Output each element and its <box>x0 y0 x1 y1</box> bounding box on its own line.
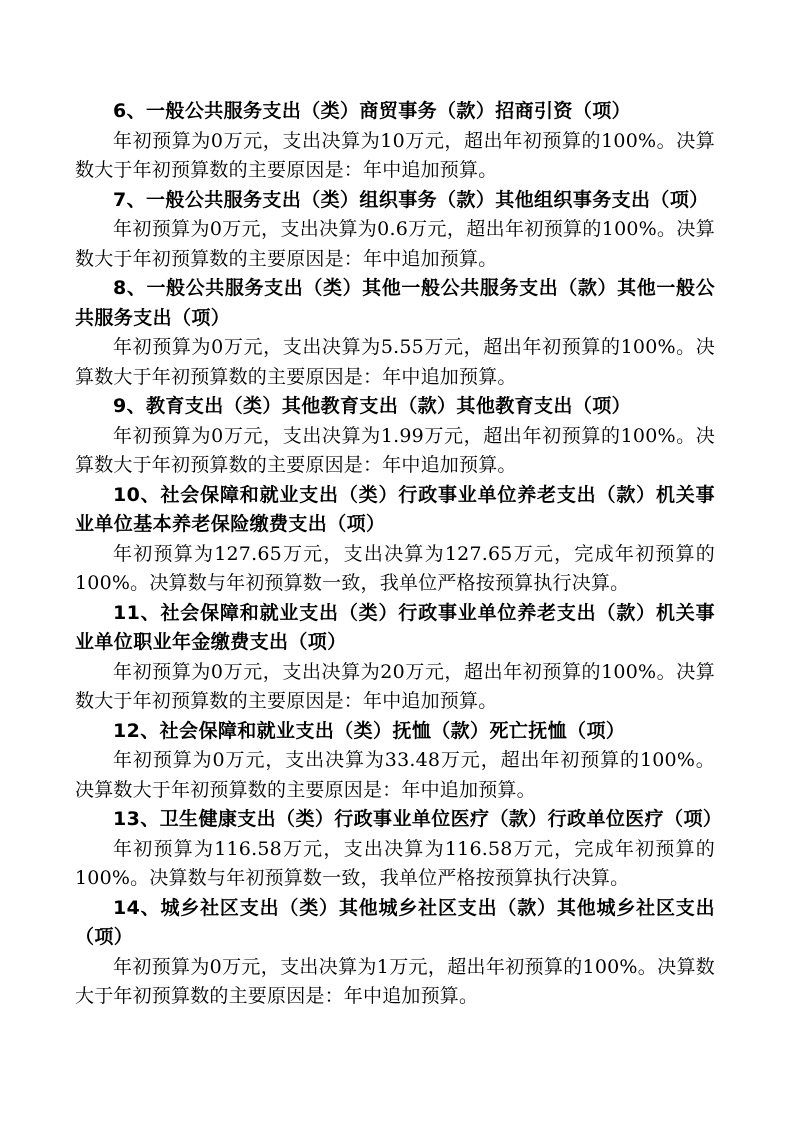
item-body: 年初预算为0万元，支出决算为1.99万元，超出年初预算的100%。决算数大于年初预算数的主要原因是：年中追加预算。 <box>75 424 715 476</box>
item-heading: 12、社会保障和就业支出（类）抚恤（款）死亡抚恤（项） <box>113 719 626 742</box>
budget-item-10 <box>75 481 715 599</box>
item-heading: 10、社会保障和就业支出（类）行政事业单位养老支出（款）机关事业单位基本养老保险缴费支出（项） <box>75 483 715 535</box>
budget-item-6 <box>75 97 715 186</box>
item-body: 年初预算为0万元，支出决算为10万元，超出年初预算的100%。决算数大于年初预算数的主要原因是：年中追加预算。 <box>75 129 715 181</box>
item-body: 年初预算为0万元，支出决算为1万元，超出年初预算的100%。决算数大于年初预算数的主要原因是：年中追加预算。 <box>75 955 715 1007</box>
item-heading: 9、教育支出（类）其他教育支出（款）其他教育支出（项） <box>113 395 632 417</box>
document-page <box>75 97 723 1012</box>
item-body: 年初预算为0万元，支出决算为0.6万元，超出年初预算的100%。决算数大于年初预算数的主要原因是：年中追加预算。 <box>75 218 715 270</box>
budget-item-9 <box>75 392 715 481</box>
item-heading: 8、一般公共服务支出（类）其他一般公共服务支出（款）其他一般公共服务支出（项） <box>75 277 715 329</box>
item-body: 年初预算为0万元，支出决算为20万元，超出年初预算的100%。决算数大于年初预算数的主要原因是：年中追加预算。 <box>75 660 715 712</box>
item-heading: 13、卫生健康支出（类）行政事业单位医疗（款）行政单位医疗（项） <box>113 808 723 830</box>
budget-item-11 <box>75 599 715 717</box>
budget-item-8 <box>75 274 715 392</box>
item-body: 年初预算为0万元，支出决算为5.55万元，超出年初预算的100%。决算数大于年初预算数的主要原因是：年中追加预算。 <box>75 336 715 388</box>
item-heading: 11、社会保障和就业支出（类）行政事业单位养老支出（款）机关事业单位职业年金缴费支出（项） <box>75 601 715 653</box>
item-body: 年初预算为0万元，支出决算为33.48万元，超出年初预算的100%。决算数大于年初预算数的主要原因是：年中追加预算。 <box>75 749 715 801</box>
budget-item-13 <box>75 805 723 894</box>
budget-item-12 <box>75 717 715 806</box>
item-heading: 7、一般公共服务支出（类）组织事务（款）其他组织事务支出（项） <box>113 188 709 211</box>
budget-item-7 <box>75 186 715 275</box>
item-body: 年初预算为116.58万元，支出决算为116.58万元，完成年初预算的100%。决算数与年初预算数一致，我单位严格按预算执行决算。 <box>75 837 715 889</box>
item-heading: 6、一般公共服务支出（类）商贸事务（款）招商引资（项） <box>113 100 632 122</box>
item-body: 年初预算为127.65万元，支出决算为127.65万元，完成年初预算的100%。决算数与年初预算数一致，我单位严格按预算执行决算。 <box>75 542 715 594</box>
item-heading: 14、城乡社区支出（类）其他城乡社区支出（款）其他城乡社区支出（项） <box>75 896 715 948</box>
budget-item-14 <box>75 894 715 1012</box>
